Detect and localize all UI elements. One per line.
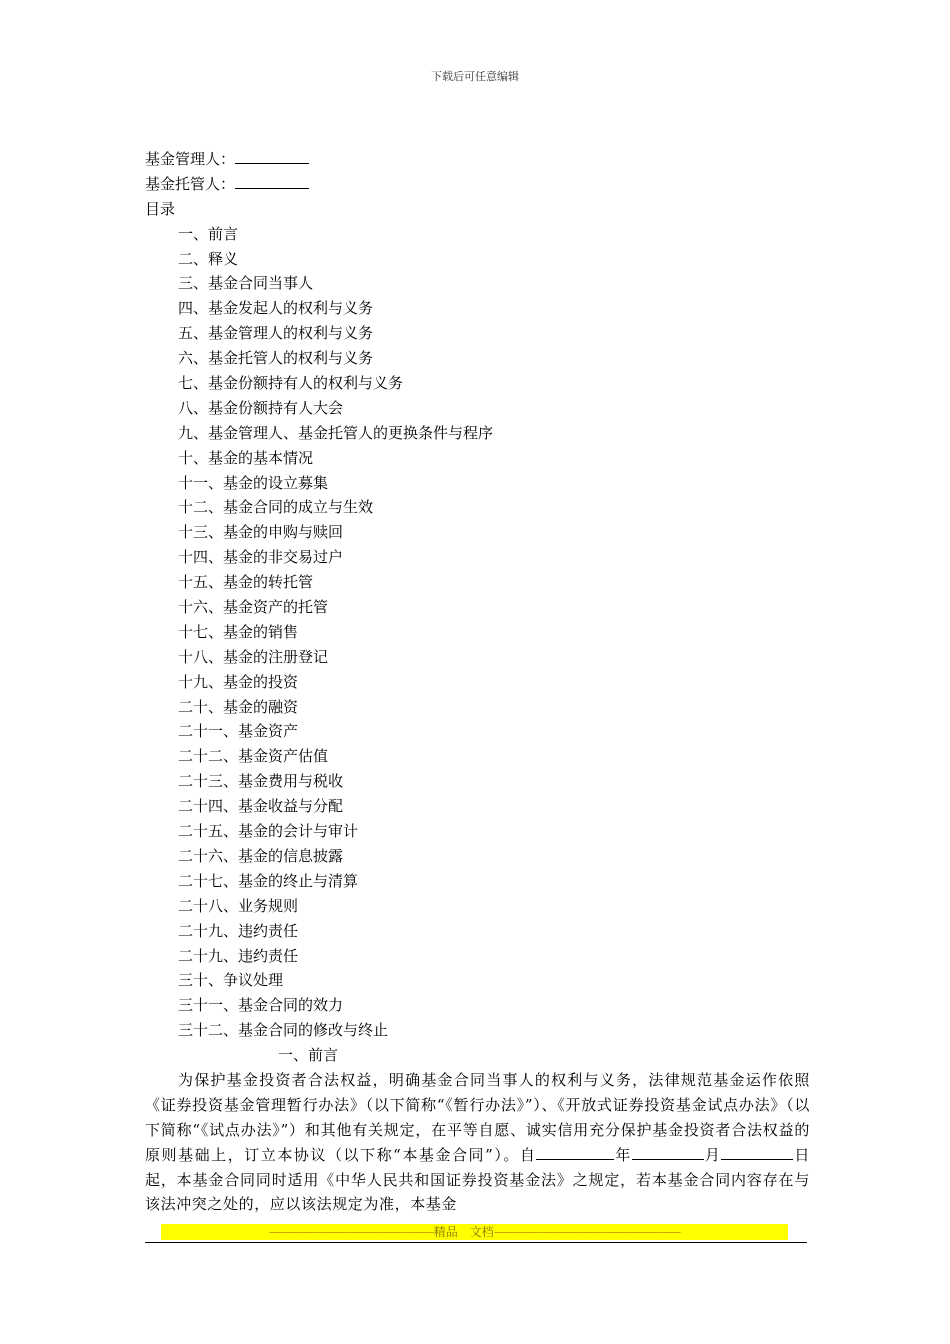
- toc-item: 二、释义: [178, 249, 239, 268]
- toc-item: 十五、基金的转托管: [178, 573, 314, 592]
- manager-blank: [235, 149, 309, 164]
- manager-line: [145, 147, 810, 172]
- toc-item: 二十二、基金资产估值: [178, 747, 329, 766]
- custodian-line: [145, 172, 810, 197]
- toc-item: 二十七、基金的终止与清算: [178, 871, 359, 890]
- custodian-label: 基金托管人：: [145, 174, 236, 193]
- toc-item: 十一、基金的设立募集: [178, 473, 329, 492]
- toc-item: 八、基金份额持有人大会: [178, 398, 344, 417]
- footer-label: 精品 文档: [433, 1225, 494, 1239]
- toc-item: 十七、基金的销售: [178, 622, 299, 641]
- footer-left-dashes: ------------------------------------------------------: [268, 1225, 434, 1239]
- toc-list: [145, 222, 810, 1043]
- toc-item: 九、基金管理人、基金托管人的更换条件与程序: [178, 423, 494, 442]
- year-blank: [544, 1145, 614, 1160]
- footer-band: [161, 1224, 788, 1240]
- toc-item: 三十、争议处理: [178, 971, 284, 990]
- manager-label: 基金管理人：: [145, 150, 236, 168]
- toc-item: 二十八、业务规则: [178, 896, 299, 915]
- toc-item: 三、基金合同当事人: [178, 274, 314, 293]
- toc-item: 二十六、基金的信息披露: [178, 846, 344, 865]
- toc-item: 五、基金管理人的权利与义务: [178, 324, 374, 343]
- document-body: [145, 147, 810, 1217]
- date-blank-start: [536, 1145, 544, 1160]
- toc-title: 目录: [145, 199, 176, 218]
- month-label: 月: [703, 1145, 722, 1164]
- toc-item: 十四、基金的非交易过户: [178, 548, 344, 567]
- toc-item: 三十二、基金合同的修改与终止: [178, 1021, 389, 1040]
- toc-item: 二十九、违约责任: [178, 946, 299, 965]
- toc-item: 六、基金托管人的权利与义务: [178, 349, 374, 368]
- toc-item: 七、基金份额持有人的权利与义务: [178, 374, 404, 393]
- preface-text-2: 日起，本基金合同同时适用《中华人民共和国证券投资基金法》之规定，若本基金合同内容存在与该法冲突之处的，应以该法规定为准，本基金: [145, 1145, 810, 1214]
- footer-right-dashes: -------------------------------------------------------------: [493, 1225, 681, 1239]
- toc-item: 二十、基金的融资: [178, 697, 299, 716]
- day-blank: [721, 1145, 793, 1160]
- header-note: 下载后可任意编辑: [431, 70, 519, 83]
- footer-rule: [145, 1242, 807, 1243]
- preface-title: 一、前言: [278, 1046, 339, 1065]
- toc-item: 四、基金发起人的权利与义务: [178, 299, 374, 318]
- toc-item: 十九、基金的投资: [178, 672, 299, 691]
- toc-item: 一、前言: [178, 224, 239, 243]
- month-blank: [632, 1145, 704, 1160]
- toc-item: 十三、基金的申购与赎回: [178, 523, 344, 542]
- toc-item: 二十九、违约责任: [178, 921, 299, 940]
- toc-item: 二十三、基金费用与税收: [178, 772, 344, 791]
- toc-item: 十二、基金合同的成立与生效: [178, 498, 374, 517]
- toc-item: 二十一、基金资产: [178, 722, 299, 741]
- toc-item: 二十五、基金的会计与审计: [178, 822, 359, 841]
- toc-item: 十八、基金的注册登记: [178, 647, 329, 666]
- preface-paragraph: [145, 1068, 810, 1217]
- preface-text-1: 为保护基金投资者合法权益，明确基金合同当事人的权利与义务，法律规范基金运作依照《证券投资基金管理暂行办法》（以下简称“《暂行办法》”）、《开放式证券投资基金试点办法》（以下简称“《试点办法》”）和其他有关规定，在平等自愿、诚实信用充分保护基金投资者合法权益的原则基础上，订立本协议（以下称“本基金合同”）。自: [145, 1070, 810, 1164]
- custodian-blank: [235, 174, 309, 189]
- year-label: 年: [614, 1145, 632, 1164]
- toc-item: 十、基金的基本情况: [178, 448, 314, 467]
- toc-item: 二十四、基金收益与分配: [178, 797, 344, 816]
- toc-item: 三十一、基金合同的效力: [178, 996, 344, 1015]
- toc-item: 十六、基金资产的托管: [178, 598, 329, 617]
